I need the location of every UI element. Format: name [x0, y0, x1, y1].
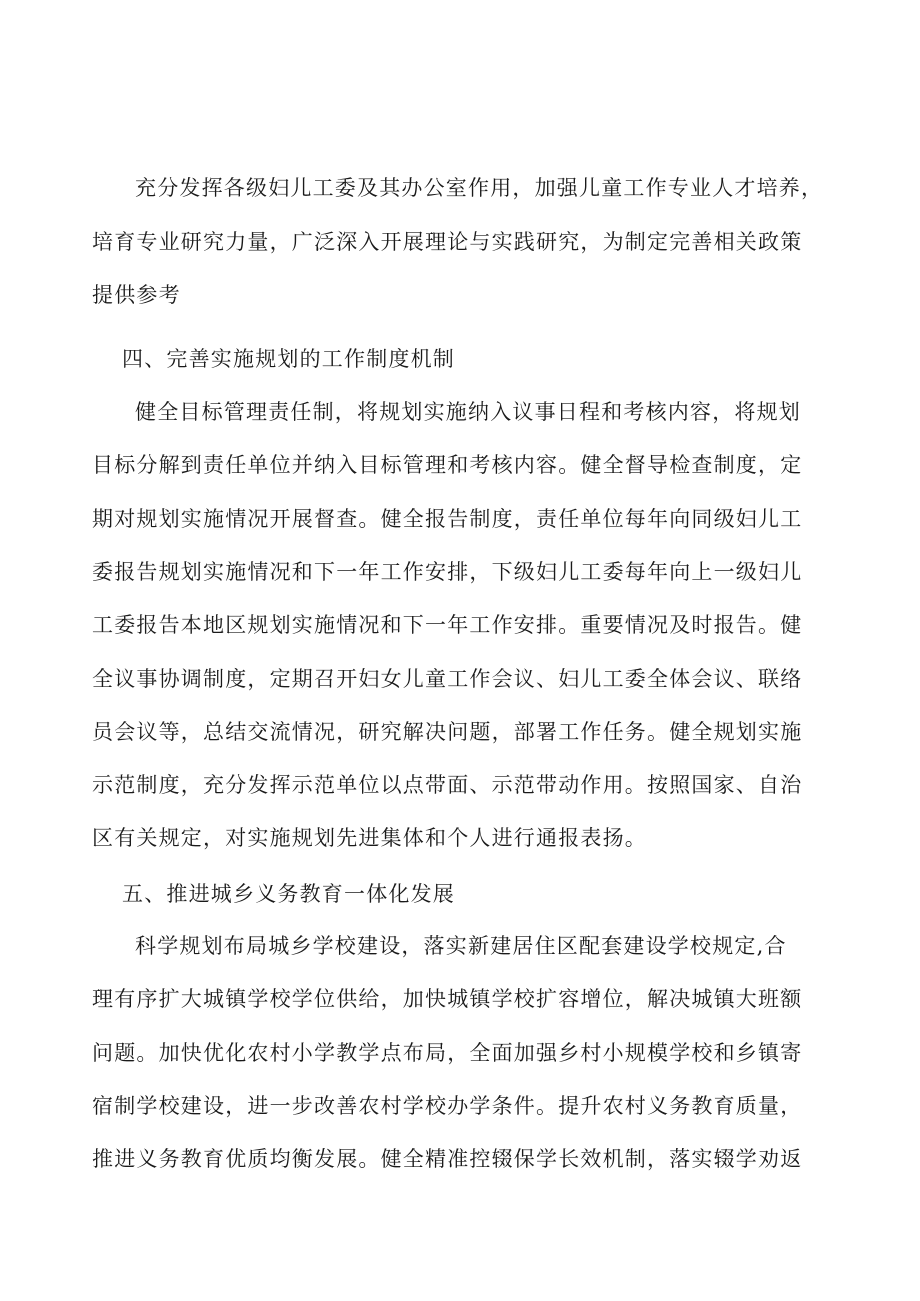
paragraph-line: 提供参考 [92, 283, 181, 307]
paragraph-line: 区有关规定，对实施规划先进集体和个人进行通报表扬。 [92, 826, 647, 850]
paragraph-line: 科学规划布局城乡学校建设，落实新建居住区配套建设学校规定,合 [135, 934, 787, 958]
paragraph-line: 推进义务教育优质均衡发展。健全精准控辍保学长效机制，落实辍学劝返 [92, 1147, 803, 1171]
paragraph-line: 问题。加快优化农村小学教学点布局，全面加强乡村小规模学校和乡镇寄 [92, 1041, 803, 1065]
paragraph-line: 目标分解到责任单位并纳入目标管理和考核内容。健全督导检查制度，定 [92, 453, 803, 477]
paragraph-line: 培育专业研究力量，广泛深入开展理论与实践研究，为制定完善相关政策 [92, 230, 803, 254]
paragraph-line: 充分发挥各级妇儿工委及其办公室作用，加强儿童工作专业人才培养， [135, 176, 824, 200]
paragraph-line: 健全目标管理责任制，将规划实施纳入议事日程和考核内容，将规划 [135, 400, 801, 424]
paragraph-line: 宿制学校建设，进一步改善农村学校办学条件。提升农村义务教育质量， [92, 1094, 803, 1118]
paragraph-line: 全议事协调制度，定期召开妇女儿童工作会议、妇儿工委全体会议、联络 [92, 667, 803, 691]
paragraph-line: 期对规划实施情况开展督查。健全报告制度，责任单位每年向同级妇儿工 [92, 507, 803, 531]
section-heading-4: 四、完善实施规划的工作制度机制 [122, 347, 455, 371]
paragraph-line: 工委报告本地区规划实施情况和下一年工作安排。重要情况及时报告。健 [92, 613, 803, 637]
paragraph-line: 理有序扩大城镇学校学位供给，加快城镇学校扩容增位，解决城镇大班额 [92, 987, 803, 1011]
paragraph-line: 委报告规划实施情况和下一年工作安排，下级妇儿工委每年向上一级妇儿 [92, 560, 803, 584]
paragraph-line: 员会议等，总结交流情况，研究解决问题，部署工作任务。健全规划实施 [92, 720, 803, 744]
section-heading-5: 五、推进城乡义务教育一体化发展 [122, 882, 455, 906]
paragraph-line: 示范制度，充分发挥示范单位以点带面、示范带动作用。按照国家、自治 [92, 773, 803, 797]
